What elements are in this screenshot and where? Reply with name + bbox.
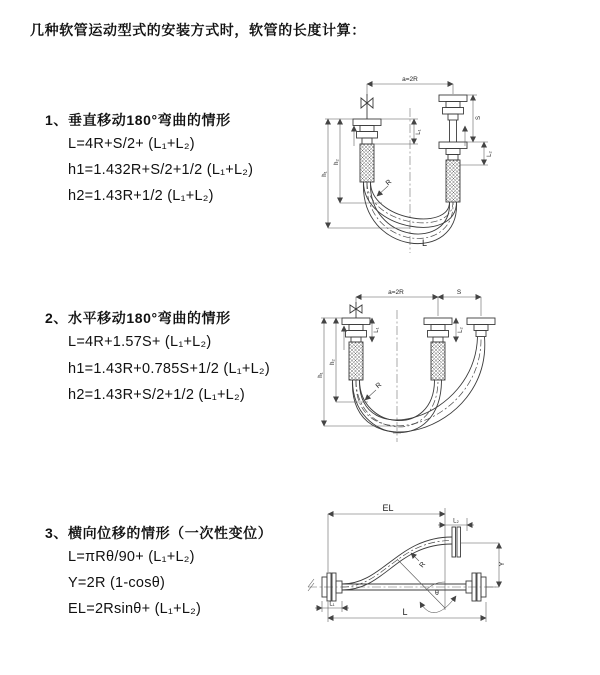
section-3-heading: 3、横向位移的情形（一次性变位） bbox=[45, 525, 273, 541]
middle-fitting bbox=[424, 318, 452, 342]
diagram-lateral-displacement bbox=[298, 498, 600, 668]
movement-arrows bbox=[354, 126, 465, 146]
label-l1: L₁ bbox=[374, 327, 380, 333]
section-2-formula-h1: h1=1.43R+0.785S+1/2 (L₁+L₂) bbox=[68, 361, 270, 377]
middle-braided-hose bbox=[431, 342, 445, 380]
label-h1: h₁ bbox=[318, 372, 324, 378]
section-3-formula-EL: EL=2Rsinθ+ (L₁+L₂) bbox=[68, 601, 202, 617]
dim-el bbox=[328, 503, 445, 610]
valve-icon bbox=[350, 302, 362, 318]
label-h2: h₂ bbox=[334, 159, 340, 165]
label-l-length: L bbox=[422, 238, 428, 248]
radius-callout bbox=[397, 553, 445, 608]
dim-l1 bbox=[315, 601, 349, 612]
label-l2: L₂ bbox=[453, 518, 459, 525]
label-h2: h₂ bbox=[330, 359, 336, 365]
label-r: R bbox=[418, 560, 428, 570]
section-2-heading: 2、水平移动180°弯曲的情形 bbox=[45, 310, 231, 326]
right-fitting-upper bbox=[439, 95, 467, 142]
label-el: EL bbox=[382, 503, 394, 513]
right-fitting-lower bbox=[439, 142, 467, 160]
dim-l1 bbox=[372, 318, 380, 342]
hose-displaced-s-curve bbox=[342, 537, 452, 590]
page-title: 几种软管运动型式的安装方式时，软管的长度计算： bbox=[30, 22, 366, 38]
radius-callout bbox=[377, 179, 393, 196]
top-flange bbox=[452, 527, 461, 557]
label-r: R bbox=[384, 178, 394, 188]
dim-y bbox=[461, 543, 506, 587]
label-a2r: a=2R bbox=[388, 289, 404, 296]
valve-icon bbox=[361, 94, 373, 119]
section-1-formula-L: L=4R+S/2+ (L₁+L₂) bbox=[68, 136, 195, 152]
diagram-horizontal-180-bend bbox=[310, 280, 590, 465]
section-1-heading: 1、垂直移动180°弯曲的情形 bbox=[45, 112, 231, 128]
left-fitting bbox=[342, 318, 370, 342]
section-2-formula-h2: h2=1.43R+S/2+1/2 (L₁+L₂) bbox=[68, 387, 245, 403]
left-braided-hose bbox=[360, 144, 374, 182]
right-braided-hose bbox=[446, 160, 460, 202]
dim-l2 bbox=[438, 518, 474, 531]
section-2-formula-L: L=4R+1.57S+ (L₁+L₂) bbox=[68, 334, 212, 350]
diagram-vertical-180-bend bbox=[310, 70, 590, 260]
label-theta: θ bbox=[435, 590, 439, 597]
label-s: S bbox=[456, 289, 462, 296]
dim-s bbox=[467, 95, 488, 142]
label-a2r: a=2R bbox=[402, 76, 418, 83]
label-h1: h₁ bbox=[322, 171, 328, 177]
dim-l bbox=[328, 602, 486, 622]
label-l2: L₂ bbox=[487, 151, 493, 157]
section-3-formula-Y: Y=2R (1-cosθ) bbox=[68, 575, 166, 591]
label-l1: L₁ bbox=[329, 601, 335, 608]
left-braided-hose bbox=[349, 342, 363, 380]
label-l1: L₁ bbox=[416, 129, 422, 135]
radius-callout bbox=[365, 382, 383, 400]
label-s: S bbox=[476, 115, 482, 121]
dim-s bbox=[438, 289, 481, 316]
dim-l2 bbox=[456, 318, 464, 342]
right-fitting-moved bbox=[467, 318, 495, 337]
hose-u-bend-moved bbox=[352, 337, 484, 432]
dim-a2r bbox=[367, 76, 453, 96]
datum-ticks bbox=[308, 579, 314, 591]
angle-theta bbox=[420, 582, 456, 613]
left-fitting bbox=[353, 119, 381, 144]
section-3-formula-L: L=πRθ/90+ (L₁+L₂) bbox=[68, 549, 195, 565]
label-l2: L₂ bbox=[458, 327, 464, 333]
label-y: Y bbox=[499, 561, 506, 567]
label-r: R bbox=[374, 381, 384, 391]
section-1-formula-h2: h2=1.43R+1/2 (L₁+L₂) bbox=[68, 188, 214, 204]
label-l-length: L bbox=[402, 607, 408, 617]
section-1-formula-h1: h1=1.432R+S/2+1/2 (L₁+L₂) bbox=[68, 162, 254, 178]
